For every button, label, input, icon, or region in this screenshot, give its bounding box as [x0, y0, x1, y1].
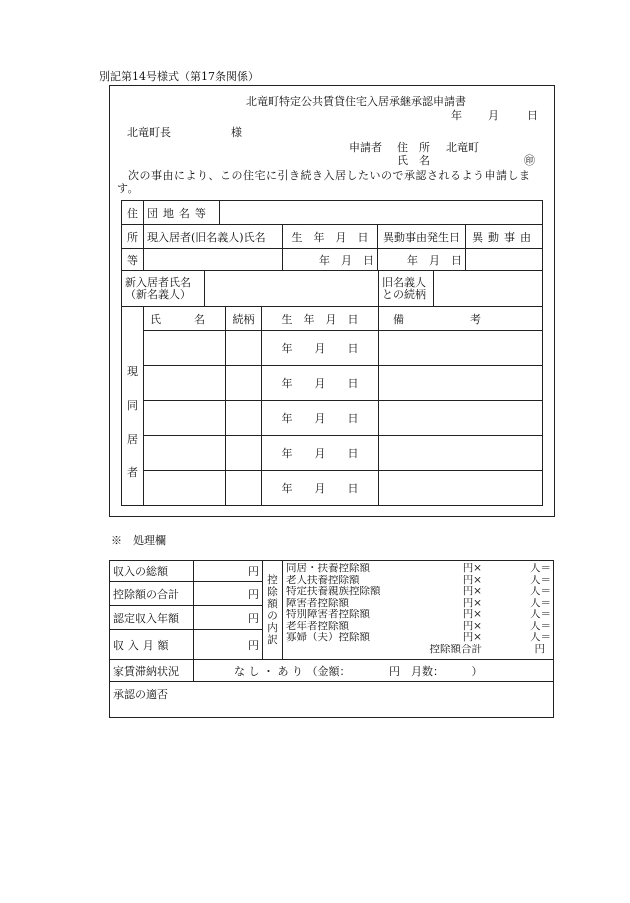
address-field[interactable]: 北竜町	[446, 141, 479, 154]
col-relation-header: 続柄	[226, 307, 262, 331]
residence-table	[121, 200, 543, 271]
residence-side-3: 等	[122, 249, 144, 271]
rent-arrears-label: 家賃滞納状況	[110, 660, 194, 682]
residence-side-2: 所	[122, 225, 144, 249]
approval-label: 承認の適否	[113, 688, 168, 701]
cohabitant-remarks-field[interactable]	[379, 471, 543, 506]
cohabitant-birth-field[interactable]: 年 月 日	[262, 401, 379, 436]
deduction-breakdown	[283, 561, 554, 660]
cohabitant-birth-field[interactable]: 年 月 日	[262, 366, 379, 401]
cohabitant-name-field[interactable]	[144, 331, 226, 366]
cohabitant-row	[122, 436, 543, 471]
new-tenant-field[interactable]	[205, 271, 379, 307]
deduction-total-row: 控除額合計 円	[429, 643, 545, 655]
cohabitant-name-field[interactable]	[144, 436, 226, 471]
cohabitant-row	[122, 401, 543, 436]
cohabitant-name-field[interactable]	[144, 401, 226, 436]
date-year: 年	[451, 109, 462, 122]
deduction-row: 同居・扶養控除額 円× 人＝	[286, 563, 551, 574]
complex-label: 団地名等	[144, 201, 220, 225]
current-tenant-label: 現入居者(旧名義人)氏名	[144, 225, 283, 249]
date-day: 日	[527, 109, 538, 122]
cohabitant-relation-field[interactable]	[226, 331, 262, 366]
cohabitant-relation-field[interactable]	[226, 401, 262, 436]
col-name-header: 氏 名	[144, 307, 226, 331]
addressee: 北竜町長	[127, 126, 171, 139]
tenant-birth-field[interactable]: 年 月 日	[283, 249, 378, 271]
seal-mark: ㊞	[524, 154, 535, 167]
birth-label: 生 年 月 日	[283, 225, 378, 249]
monthly-income-label: 収入月額	[110, 630, 194, 660]
col-remarks-header: 備 考	[379, 307, 543, 331]
deduction-list	[286, 563, 551, 655]
col-birth-header: 生 年 月 日	[262, 307, 379, 331]
deduction-total-field[interactable]: 円	[194, 582, 263, 606]
annual-income-label: 認定収入年額	[110, 606, 194, 630]
cohabitant-birth-field[interactable]: 年 月 日	[262, 471, 379, 506]
change-date-label: 異動事由発生日	[378, 225, 466, 249]
cohabitant-name-field[interactable]	[144, 366, 226, 401]
income-total-label: 収入の総額	[110, 561, 194, 582]
cohabitant-birth-field[interactable]: 年 月 日	[262, 436, 379, 471]
deduction-row: 障害者控除額 円× 人＝	[286, 597, 551, 609]
cohabitant-row	[122, 366, 543, 401]
cohabitant-remarks-field[interactable]	[379, 401, 543, 436]
cohabitant-relation-field[interactable]	[226, 366, 262, 401]
cohabitant-birth-field[interactable]: 年 月 日	[262, 331, 379, 366]
current-tenant-field[interactable]	[144, 249, 283, 271]
new-tenant-table	[121, 270, 543, 307]
income-total-field[interactable]: 円	[194, 561, 263, 582]
cohabitants-table	[121, 306, 543, 506]
change-date-field[interactable]: 年 月 日	[378, 249, 466, 271]
cohabitants-side-label: 現 同 居 者	[122, 307, 144, 506]
monthly-income-field[interactable]: 円	[194, 630, 263, 660]
honorific: 様	[231, 126, 242, 139]
application-body-text: 次の事由により、この住宅に引き続き入居したいので承認されるよう申請します。	[117, 169, 531, 195]
date-month: 月	[488, 109, 499, 122]
change-reason-label: 異動事由	[466, 225, 543, 249]
deduction-total-label: 控除額の合計	[110, 582, 194, 606]
deduction-row: 寡婦（夫）控除額 円× 人＝	[286, 632, 551, 643]
processing-title: ※ 処理欄	[111, 534, 166, 547]
form-title: 北竜町特定公共賃貸住宅入居承継承認申請書	[246, 95, 466, 108]
rent-arrears-field[interactable]: な し ・ あ り （金額： 円 月数： ）	[194, 660, 554, 682]
cohabitant-remarks-field[interactable]	[379, 366, 543, 401]
deduction-row: 特別障害者控除額 円× 人＝	[286, 609, 551, 620]
processing-table	[109, 560, 554, 718]
change-reason-field[interactable]	[466, 249, 543, 271]
cohabitant-remarks-field[interactable]	[379, 331, 543, 366]
cohabitant-remarks-field[interactable]	[379, 436, 543, 471]
deduction-row: 特定扶養親族控除額 円× 人＝	[286, 586, 551, 597]
applicant-label: 申請者	[349, 141, 382, 154]
cohabitant-row	[122, 471, 543, 506]
deduction-row: 老年者控除額 円× 人＝	[286, 620, 551, 632]
deduction-row: 老人扶養控除額 円× 人＝	[286, 574, 551, 586]
form-label: 別記第14号様式（第17条関係）	[99, 70, 259, 83]
cohabitant-row	[122, 331, 543, 366]
relation-label: 旧名義人 との続柄	[379, 271, 434, 307]
approval-field[interactable]	[110, 682, 554, 718]
address-label: 住 所	[397, 141, 430, 154]
annual-income-field[interactable]: 円	[194, 606, 263, 630]
complex-field[interactable]	[220, 201, 543, 225]
residence-side-1: 住	[122, 201, 144, 225]
cohabitant-name-field[interactable]	[144, 471, 226, 506]
name-label: 氏 名	[397, 154, 430, 167]
deduction-side-label: 控 除 額 の 内 訳	[263, 561, 283, 660]
new-tenant-label: 新入居者氏名 （新名義人）	[122, 271, 205, 307]
relation-field[interactable]	[434, 271, 543, 307]
cohabitant-relation-field[interactable]	[226, 436, 262, 471]
cohabitant-relation-field[interactable]	[226, 471, 262, 506]
